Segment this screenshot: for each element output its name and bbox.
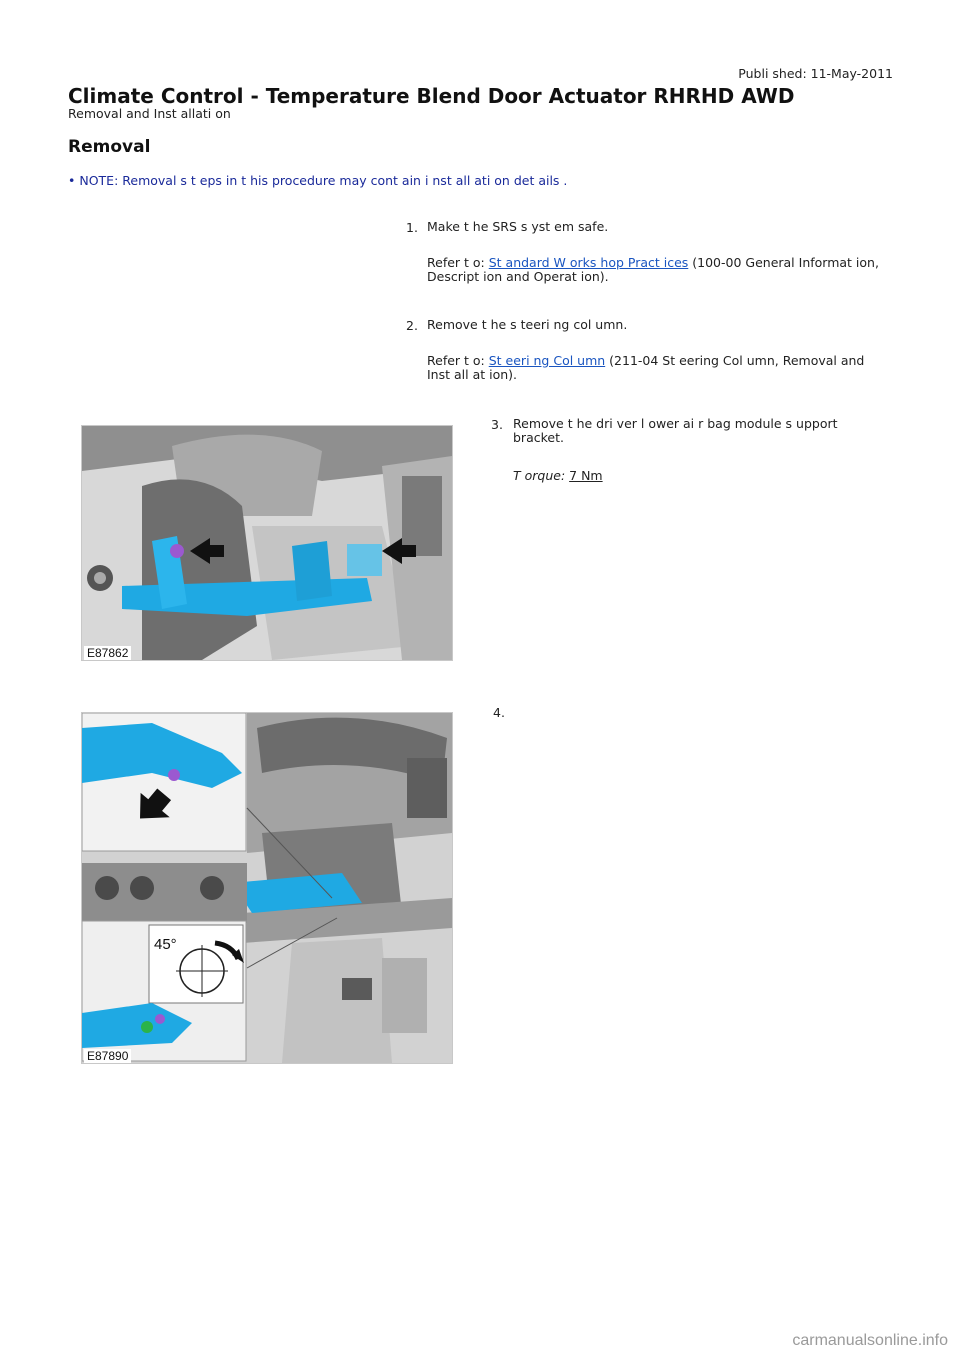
inset-angle-label: 45° xyxy=(154,936,177,953)
ref-prefix: Refer t o: xyxy=(427,353,489,368)
figure-id-label: E87890 xyxy=(84,1049,131,1063)
step-1-reference xyxy=(427,256,897,284)
ref-suffix: (100-00 General Informat ion, Descript ion and Operat ion). xyxy=(427,255,879,284)
step-2-reference xyxy=(427,354,887,382)
ref-prefix: Refer t o: xyxy=(427,255,489,270)
figure-e87862 xyxy=(81,425,453,661)
step-1-number: 1. xyxy=(406,220,418,235)
link-standard-workshop-practices[interactable]: St andard W orks hop Pract ices xyxy=(488,255,689,270)
page-subtitle: Removal and Inst allati on xyxy=(68,106,231,121)
page-title: Climate Control - Temperature Blend Door Actuator RHRHD AWD xyxy=(68,84,795,108)
section-heading: Removal xyxy=(68,137,151,157)
torque-value: 7 Nm xyxy=(569,468,603,483)
step-2-number: 2. xyxy=(406,318,418,333)
figure-id-label: E87862 xyxy=(84,646,131,660)
step-3-torque xyxy=(513,468,603,483)
actuator-removal-illustration xyxy=(82,713,452,1063)
steering-bracket-illustration xyxy=(82,426,452,660)
figure-e87890 xyxy=(81,712,453,1064)
step-1-text: Make t he SRS s yst em safe. xyxy=(427,219,609,234)
torque-label: T orque: xyxy=(513,468,566,483)
ref-suffix: (211-04 St eering Col umn, Removal and Inst all at ion). xyxy=(427,353,865,382)
note-text: • NOTE: Removal s t eps in t his procedure may cont ain i nst all ati on det ails . xyxy=(68,173,568,188)
step-3-number: 3. xyxy=(491,417,503,432)
watermark: carmanualsonline.info xyxy=(792,1332,948,1349)
published-date: Publi shed: 11-May-2011 xyxy=(738,66,893,81)
link-steering-column[interactable]: St eeri ng Col umn xyxy=(488,353,606,368)
step-2-text: Remove t he s teeri ng col umn. xyxy=(427,317,628,332)
step-3-text: Remove t he dri ver l ower ai r bag module s upport bracket. xyxy=(513,416,838,445)
step-4-number: 4. xyxy=(493,705,505,720)
